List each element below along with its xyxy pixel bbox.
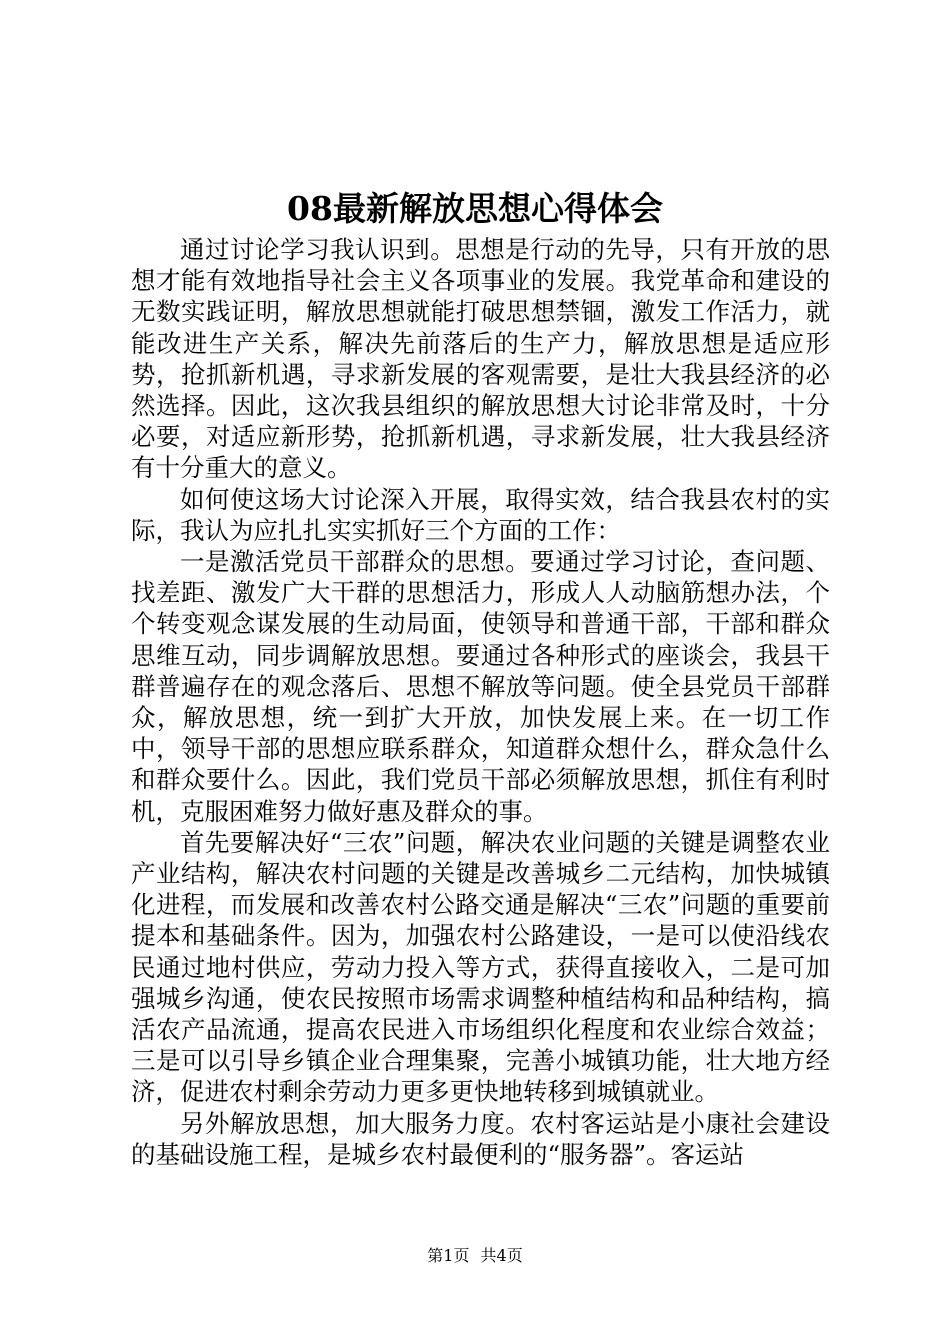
paragraph-5: 另外解放思想，加大服务力度。农村客运站是小康社会建设的基础设施工程，是城乡农村最便利的“服务器”。客运站 (131, 1108, 830, 1169)
document-title: 08最新解放思想心得体会 (287, 189, 663, 228)
page-footer (0, 1244, 950, 1268)
paragraph-3: 一是激活党员干部群众的思想。要通过学习讨论，查问题、找差距、激发广大干群的思想活力，形成人人动脑筋想办法，个个转变观念谋发展的生动局面，使领导和普通干部，干部和群众思维互动，同步调解放思想。要通过各种形式的座谈会，我县干群普遍存在的观念落后、思想不解放等问题。使全县党员干部群众，解放思想，统一到扩大开放，加快发展上来。在一切工作中，领导干部的思想应联系群众，知道群众想什么，群众急什么和群众要什么。因此，我们党员干部必须解放思想，抓住有利时机，克服困难努力做好惠及群众的事。 (131, 547, 830, 826)
page-number: 第1页 (427, 1246, 470, 1265)
page-total: 共4页 (480, 1246, 523, 1265)
paragraph-1: 通过讨论学习我认识到。思想是行动的先导，只有开放的思想才能有效地指导社会主义各项事业的发展。我党革命和建设的无数实践证明，解放思想就能打破思想禁锢，激发工作活力，就能改进生产关系，解决先前落后的生产力，解放思想是适应形势，抢抓新机遇，寻求新发展的客观需要，是壮大我县经济的必然选择。因此，这次我县组织的解放思想大讨论非常及时，十分必要，对适应新形势，抢抓新机遇，寻求新发展，壮大我县经济有十分重大的意义。 (131, 235, 830, 483)
document-body (131, 234, 830, 1170)
paragraph-4: 首先要解决好“三农”问题，解决农业问题的关键是调整农业产业结构，解决农村问题的关键是改善城乡二元结构，加快城镇化进程，而发展和改善农村公路交通是解决“三农”问题的重要前提本和基础条件。因为，加强农村公路建设，一是可以使沿线农民通过地村供应，劳动力投入等方式，获得直接收入，二是可加强城乡沟通，使农民按照市场需求调整种植结构和品种结构，搞活农产品流通，提高农民进入市场组织化程度和农业综合效益；三是可以引导乡镇企业合理集聚，完善小城镇功能，壮大地方经济，促进农村剩余劳动力更多更快地转移到城镇就业。 (131, 827, 830, 1107)
paragraph-2: 如何使这场大讨论深入开展，取得实效，结合我县农村的实际，我认为应扎扎实实抓好三个方面的工作： (131, 484, 830, 545)
